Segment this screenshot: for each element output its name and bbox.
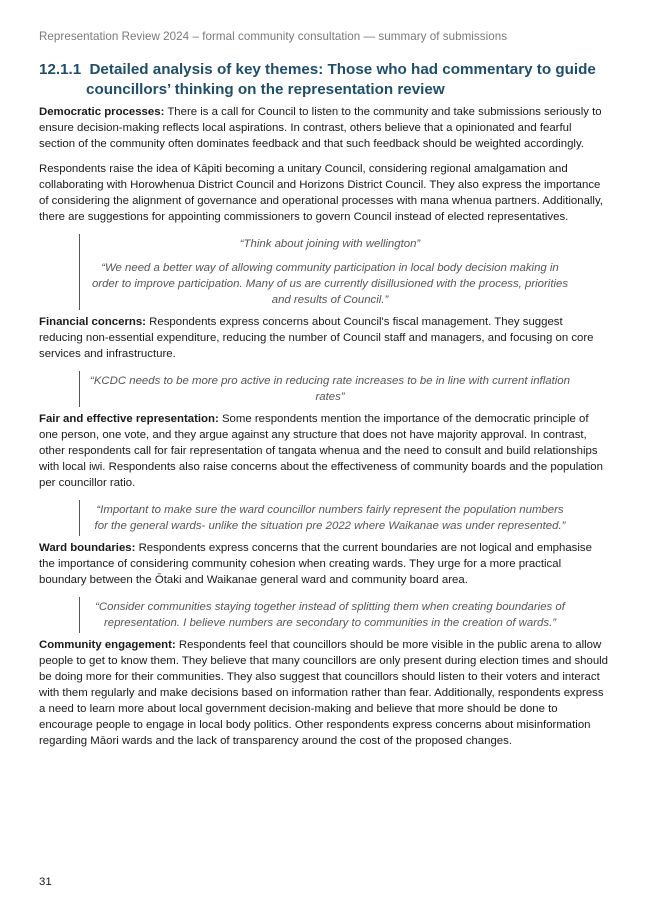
quote-text: “Think about joining with wellington”: [239, 238, 421, 250]
theme-body-fair-representation: Some respondents mention the importance of the democratic principle of one person, one vote, and they argue against any structure that does not have majority approval. In contrast, other respondents call for fair representation of tangata whenua and the need to consult and build relationships with local iwi. Respondents also raise concerns about the effectiveness of community boards and the population per councillor ratio.: [39, 413, 603, 489]
quote-block-fair: [79, 500, 570, 536]
quote-block-ward: [79, 597, 570, 633]
theme-heading-democratic-processes: Democratic processes:: [39, 106, 165, 118]
theme-body-unitary-council: Respondents raise the idea of Kāpiti becoming a unitary Council, considering regional amalgamation and collaborating with Horowhenua District Council and Horizons District Council. They also express the importance of considering the alignment of governance and operational processes with mana whenua partners. Additionally, there are suggestions for appointing commissioners to govern Council instead of elected representatives.: [39, 163, 603, 223]
page-content: [39, 60, 609, 758]
theme-body-democratic-processes: There is a call for Council to listen to the community and take submissions seriously to ensure decision-making reflects local aspirations. In contrast, others believe that a opinionated and fearful section of the community often dominates feedback and that such feedback should be weighted accordingly.: [39, 106, 602, 150]
paragraph-community-engagement: [39, 637, 609, 749]
section-title-line1: Detailed analysis of key themes: Those who had commentary to guide: [89, 61, 596, 78]
quote-text: “KCDC needs to be more pro active in reducing rate increases to be in line with current inflation rates”: [90, 375, 570, 403]
quote-block-democratic: [79, 234, 570, 310]
theme-body-financial-concerns: Respondents express concerns about Council's fiscal management. They suggest reducing non-essential expenditure, reducing the number of Council staff and managers, and focusing on core services and infrastructure.: [39, 316, 594, 360]
theme-heading-community-engagement: Community engagement:: [39, 639, 176, 651]
paragraph-ward-boundaries: [39, 540, 609, 588]
quote-block-financial: [79, 371, 570, 407]
quote-text: “Important to make sure the ward councillor numbers fairly represent the population numbers for the general wards- unlike the situation pre 2022 where Waikanae was under represented.”: [94, 504, 566, 532]
paragraph-democratic-processes: [39, 104, 609, 152]
paragraph-unitary-council: [39, 161, 609, 225]
quote-text: “Consider communities staying together instead of splitting them when creating boundaries of representation. I believe numbers are secondary to communities in the creation of wards.”: [95, 601, 565, 629]
section-title: [39, 60, 609, 100]
section-title-line2: councillors’ thinking on the representation review: [86, 81, 445, 98]
theme-heading-financial-concerns: Financial concerns:: [39, 316, 146, 328]
quote-text: “We need a better way of allowing community participation in local body decision making in order to improve participation. Many of us are currently disillusioned with the process, priorities and results of Council.”: [91, 262, 569, 306]
section-number: 12.1.1: [39, 61, 82, 78]
theme-heading-fair-representation: Fair and effective representation:: [39, 413, 219, 425]
paragraph-financial-concerns: [39, 314, 609, 362]
paragraph-fair-representation: [39, 411, 609, 491]
theme-heading-ward-boundaries: Ward boundaries:: [39, 542, 136, 554]
running-header: Representation Review 2024 – formal community consultation — summary of submissions: [39, 30, 508, 43]
theme-body-community-engagement: Respondents feel that councillors should be more visible in the public arena to allow people to get to know them. They believe that many councillors are only present during election times and should be doing more for their communities. They also suggest that councillors should listen to their voters and interact with them regularly and make decisions based on information rather than fear. Additionally, respondents express a need to learn more about local government decision-making and believe that more should be done to encourage people to engage in local body politics. Other respondents express concerns about misinformation regarding Māori wards and the lack of transparency around the cost of the proposed changes.: [39, 639, 609, 747]
theme-body-ward-boundaries: Respondents express concerns that the current boundaries are not logical and emphasise the importance of considering community cohesion when creating wards. They urge for a more practical boundary between the Ōtaki and Waikanae general ward and community board area.: [39, 542, 592, 586]
page-number: 31: [39, 876, 52, 888]
